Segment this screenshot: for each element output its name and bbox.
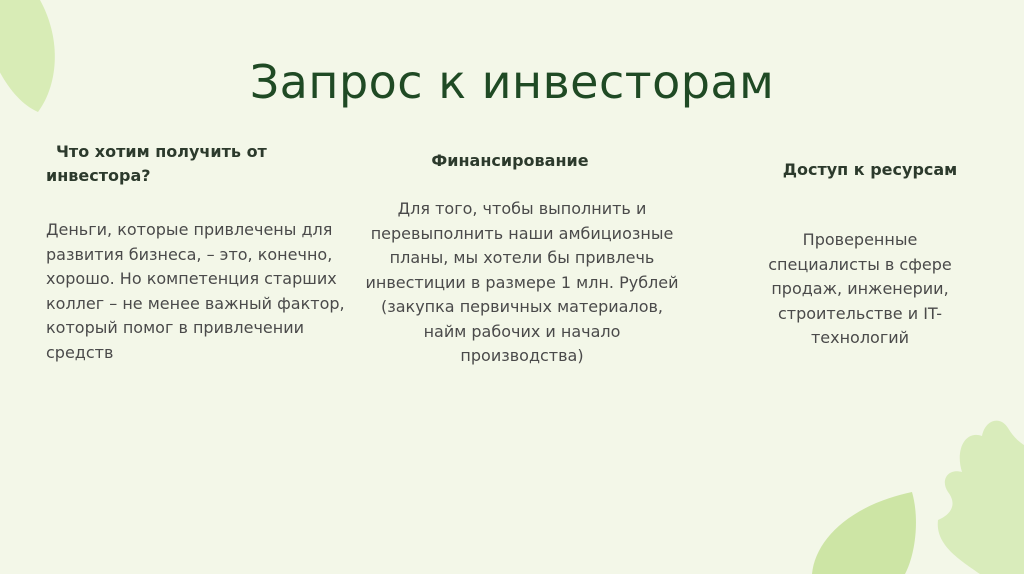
column-heading-financing: Финансирование [431, 151, 589, 170]
leaf-bottom-right-oak [938, 421, 1024, 574]
leaf-bottom-right-large [812, 492, 916, 574]
column-body-goals: Деньги, которые привлечены для развития бизнеса, – это, конечно, хорошо. Но компетенция старших коллег – не менее важный фактор, который помог в привлечении средств [46, 220, 345, 362]
slide-title: Запрос к инвесторам [249, 55, 775, 109]
column-heading-goals: Что хотим получить от инвестора? [46, 142, 267, 185]
column-body-financing: Для того, чтобы выполнить и перевыполнить наши амбициозные планы, мы хотели бы привлечь инвестиции в размере 1 млн. Рублей (закупка первичных материалов, найм рабочих и начало производства) [365, 199, 679, 365]
column-heading-resources: Доступ к ресурсам [782, 160, 958, 179]
column-body-resources: Проверенные специалисты в сфере продаж, инженерии, строительстве и IT-технологий [768, 230, 952, 347]
